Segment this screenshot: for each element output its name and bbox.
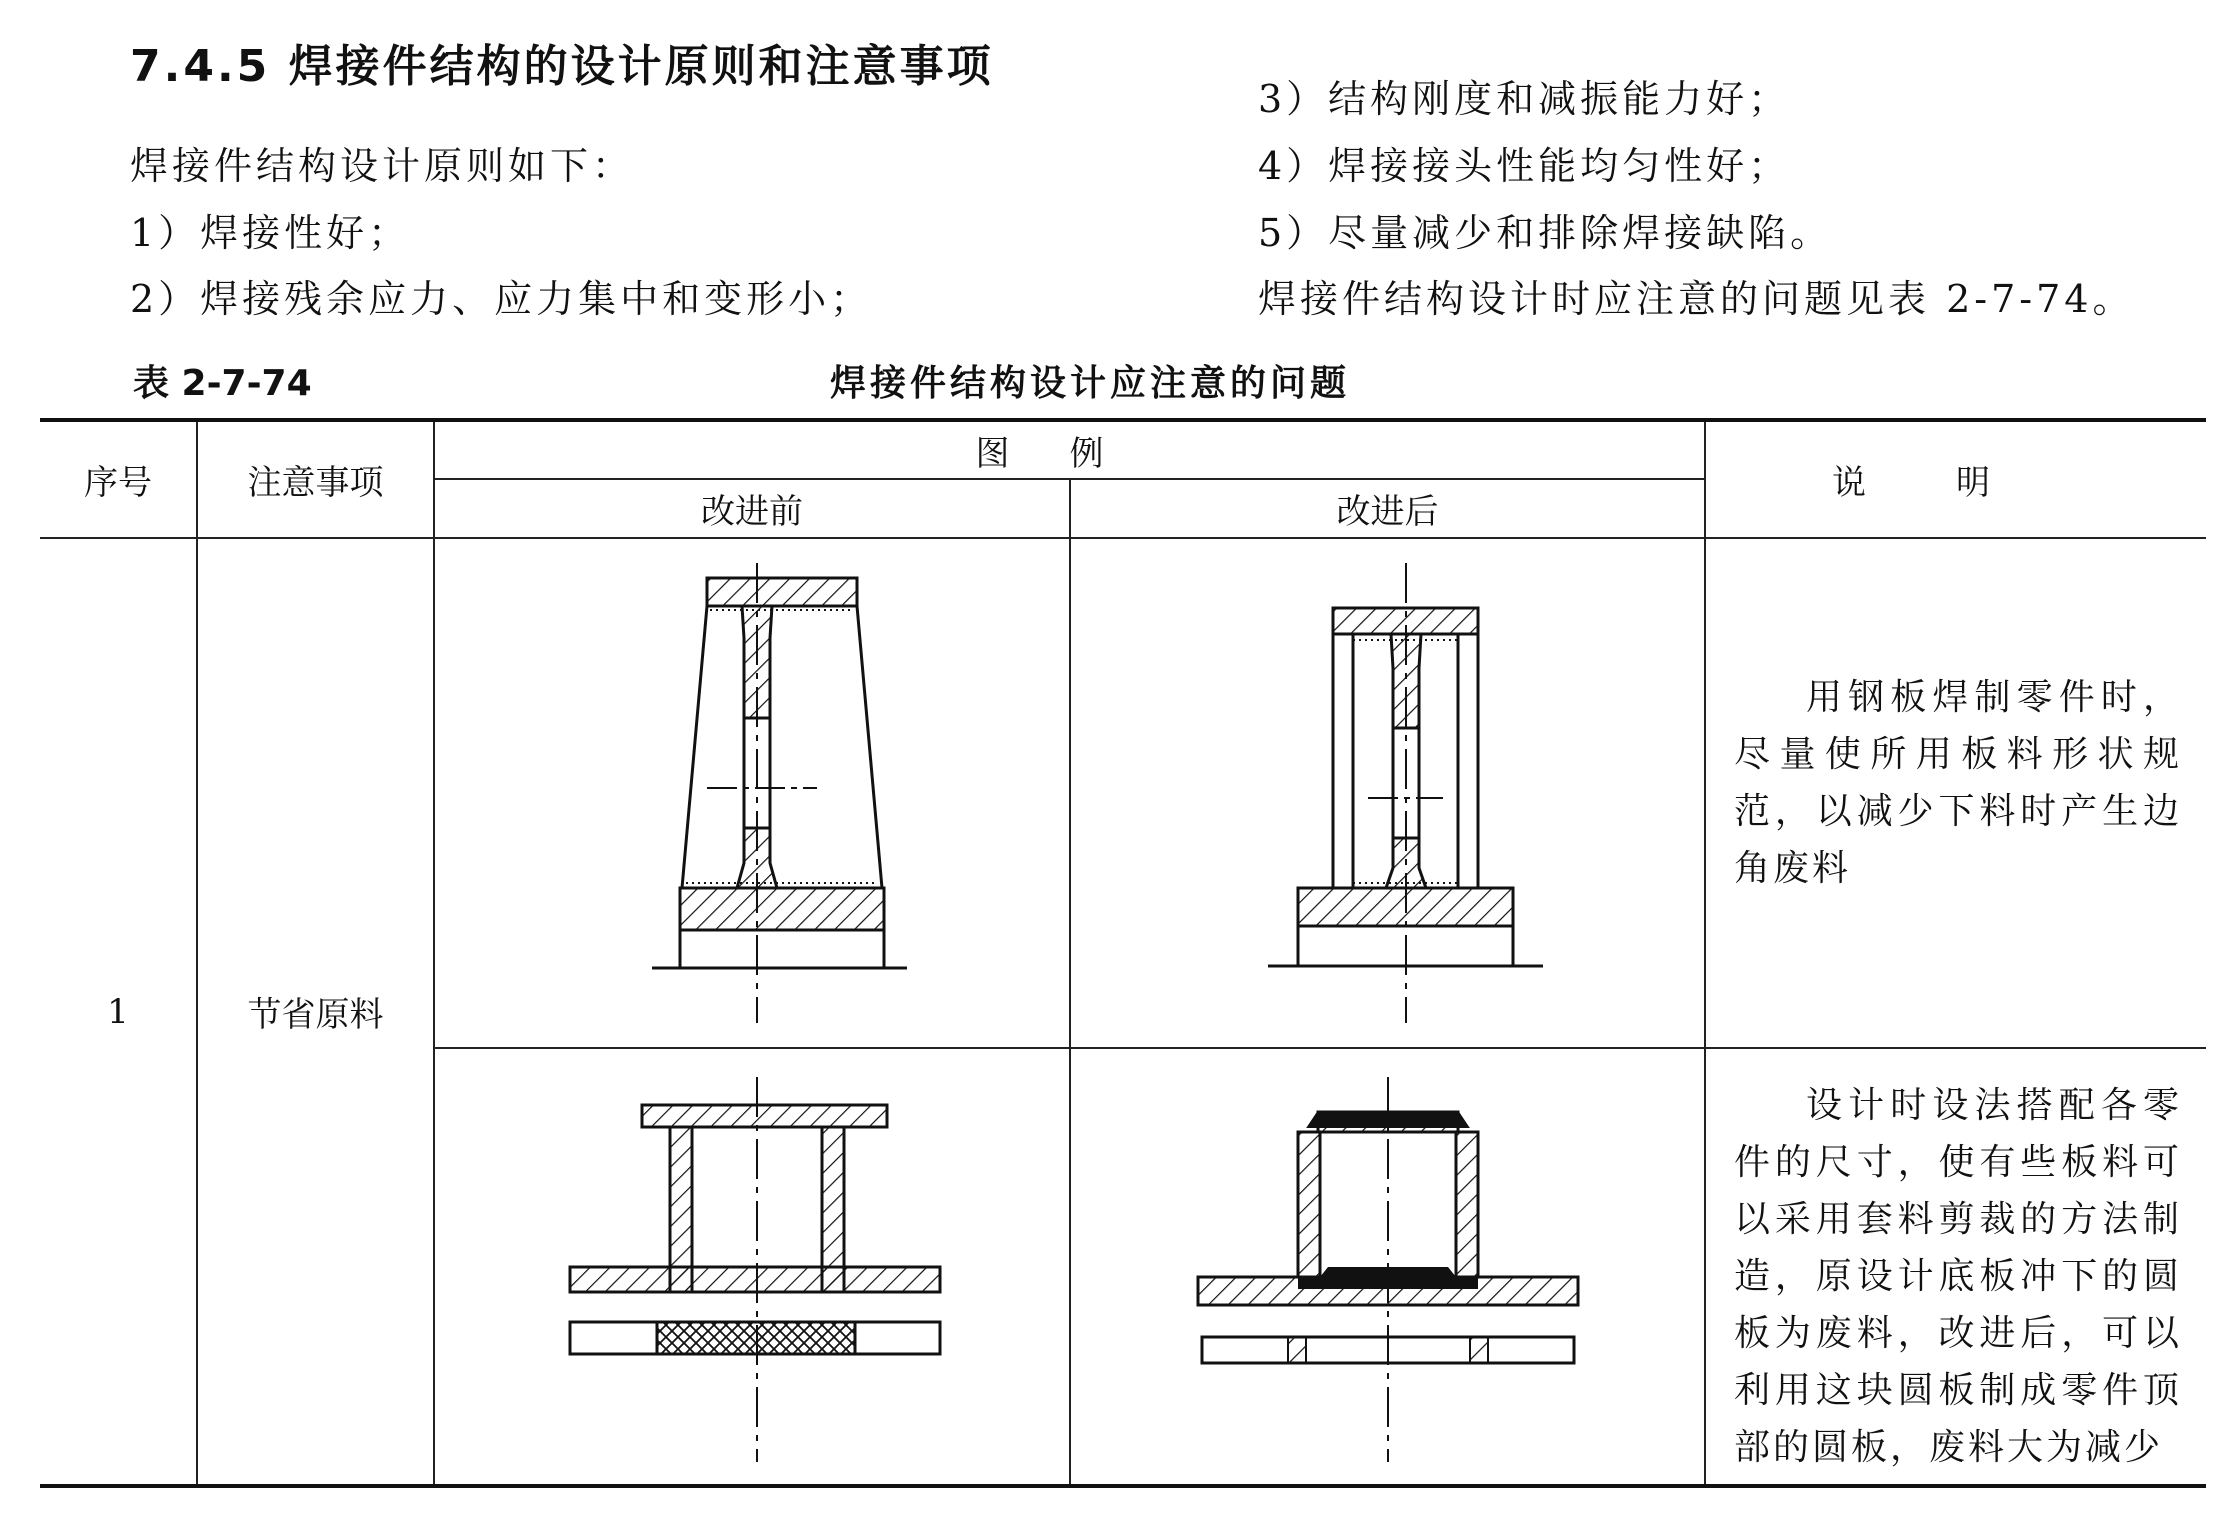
header-explanation: 说明	[1705, 420, 2206, 538]
table-number: 表 2-7-74	[133, 363, 312, 404]
row-1-notice: 节省原料	[197, 538, 434, 1486]
figure-2-after	[1070, 1048, 1705, 1486]
flanged-tube-before-drawing	[552, 1067, 952, 1467]
paragraph-principles-intro: 焊接件结构设计原则如下：	[130, 144, 635, 188]
principle-item-5: 5）尽量减少和排除焊接缺陷。	[1258, 211, 1833, 255]
tapered-frame-before-drawing	[552, 558, 952, 1028]
explanation-text-2: 设计时设法搭配各零件的尺寸，使有些板料可以采用套料剪裁的方法制造，原设计底板冲下的圆板为废料，改进后，可以利用这块圆板制成零件顶部的圆板，废料大为减少	[1734, 1085, 2182, 1468]
principle-item-2: 2）焊接残余应力、应力集中和变形小；	[130, 277, 873, 321]
header-before: 改进前	[434, 479, 1070, 538]
header-figure: 图例	[434, 420, 1705, 479]
figure-1-after	[1070, 538, 1705, 1048]
figure-2-before	[434, 1048, 1070, 1486]
flanged-tube-after-drawing	[1188, 1067, 1588, 1467]
row-1b-explanation	[1705, 1048, 2206, 1486]
row-1a-explanation	[1705, 538, 2206, 1048]
header-notice: 注意事项	[197, 420, 434, 538]
design-notes-table	[40, 418, 2206, 1488]
principle-item-3: 3）结构刚度和减振能力好；	[1258, 77, 1791, 121]
table-reference-text: 焊接件结构设计时应注意的问题见表 2-7-74。	[1258, 277, 2135, 321]
section-heading: 7.4.5 焊接件结构的设计原则和注意事项	[130, 41, 994, 92]
row-1-serial-no: 1	[40, 538, 197, 1486]
principle-item-4: 4）焊接接头性能均匀性好；	[1258, 144, 1791, 188]
figure-1-before	[434, 538, 1070, 1048]
explanation-text-1: 用钢板焊制零件时，尽量使所用板料形状规范，以减少下料时产生边角废料	[1734, 677, 2182, 889]
header-serial-no: 序号	[40, 420, 197, 538]
principle-item-1: 1）焊接性好；	[130, 211, 411, 255]
header-after: 改进后	[1070, 479, 1705, 538]
straight-frame-after-drawing	[1188, 558, 1588, 1028]
table-title: 焊接件结构设计应注意的问题	[830, 363, 1351, 404]
